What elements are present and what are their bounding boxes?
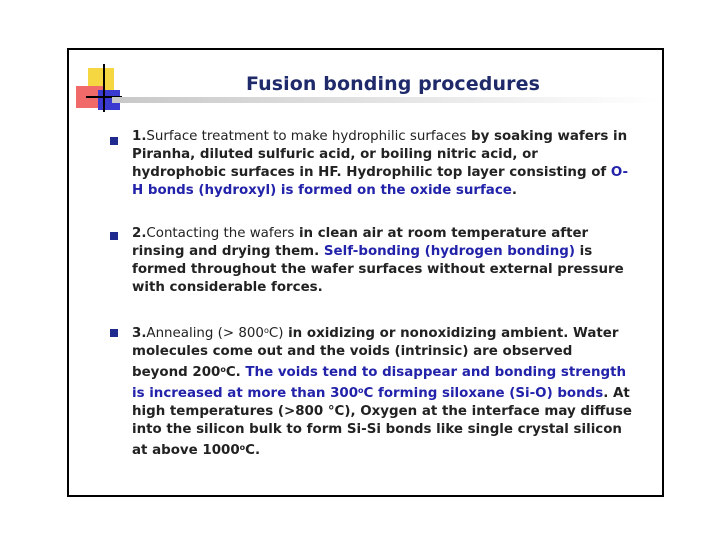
p3-highlight-end: C forming siloxane (Si-O) bonds — [363, 386, 604, 401]
bullet-3 — [110, 329, 118, 337]
p1-end: . — [511, 183, 517, 198]
p3-body-end: C. — [225, 365, 246, 380]
degree-mark: o — [263, 326, 269, 335]
paragraph-1 — [132, 128, 632, 200]
p1-lead: Surface treatment to make hydrophilic surfaces — [146, 129, 467, 144]
p2-highlight: Self-bonding (hydrogen bonding) — [323, 244, 575, 259]
p2-end: is formed throughout the wafer surfaces without external pressure with considerable forces. — [132, 244, 624, 295]
title-rule — [112, 97, 660, 103]
paragraph-2 — [132, 225, 632, 297]
bullet-1 — [110, 137, 118, 145]
paragraph-3 — [132, 322, 632, 460]
bullet-2 — [110, 232, 118, 240]
p2-number: 2. — [132, 226, 147, 241]
p3-body: in oxidizing or nonoxidizing ambient. Water molecules come out and the voids (intrinsic) are observed beyond 200 — [132, 326, 619, 380]
p2-lead: Contacting the wafers — [146, 226, 295, 241]
p1-highlight: O-H bonds (hydroxyl) is formed on the oxide surface — [132, 165, 629, 198]
p1-number: 1. — [132, 129, 147, 144]
p3-highlight: The voids tend to disappear and bonding strength is increased at more than 300 — [132, 365, 627, 401]
slide-title: Fusion bonding procedures — [246, 73, 540, 95]
p3-lead: Annealing (> 800 — [146, 326, 264, 341]
degree-mark: o — [239, 443, 246, 452]
degree-mark: o — [358, 386, 364, 395]
decoration-vertical-line — [103, 64, 105, 112]
p1-body: by soaking wafers in Piranha, diluted sulfuric acid, or boiling nitric acid, or hydrophobic surfaces in HF. Hydrophilic top layer consisting of — [132, 129, 628, 180]
p3-number: 3. — [132, 326, 147, 341]
p3-lead-end: C) — [268, 326, 284, 341]
degree-mark: o — [220, 365, 226, 374]
p3-tail: . At high temperatures (>800 °C), Oxygen at the interface may diffuse into the silicon bulk to form Si-Si bonds like single crystal silicon at above 1000 — [132, 386, 632, 458]
p3-tail-end: C. — [245, 443, 261, 458]
p2-body: in clean air at room temperature after rinsing and drying them. — [132, 226, 589, 259]
